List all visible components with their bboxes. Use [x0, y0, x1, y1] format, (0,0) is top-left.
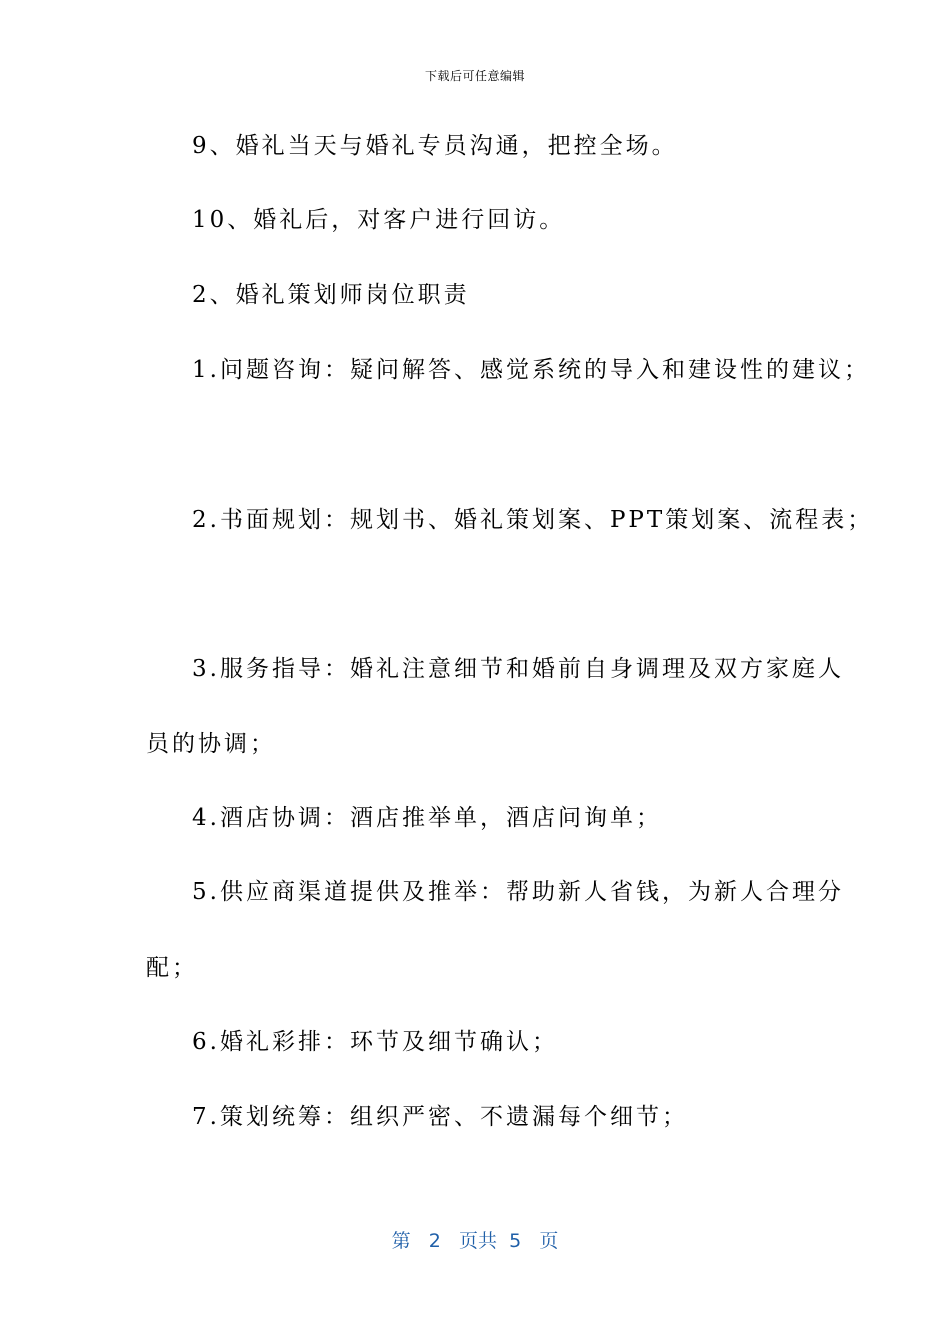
paragraph-line: 1.问题咨询：疑问解答、感觉系统的导入和建设性的建议；	[192, 357, 870, 383]
paragraph-line: 7.策划统筹：组织严密、不遗漏每个细节；	[192, 1104, 688, 1130]
section-heading: 2、婚礼策划师岗位职责	[192, 282, 470, 308]
page-footer	[0, 1226, 950, 1253]
paragraph-line: 4.酒店协调：酒店推举单，酒店问询单；	[192, 805, 662, 831]
paragraph-line-continuation: 配；	[146, 955, 198, 981]
paragraph-line-continuation: 员的协调；	[146, 731, 276, 757]
paragraph-line: 3.服务指导：婚礼注意细节和婚前自身调理及双方家庭人	[192, 656, 844, 682]
paragraph-line: 6.婚礼彩排：环节及细节确认；	[192, 1029, 558, 1055]
header-note: 下载后可任意编辑	[424, 69, 525, 83]
total-pages-number: 5	[509, 1230, 522, 1252]
paragraph-line: 9、婚礼当天与婚礼专员沟通，把控全场。	[192, 133, 678, 159]
page-label-prefix: 第	[391, 1230, 411, 1252]
page-label-mid: 页共	[459, 1230, 498, 1252]
current-page-number: 2	[428, 1230, 441, 1252]
paragraph-line: 10、婚礼后，对客户进行回访。	[192, 207, 566, 233]
page-label-suffix: 页	[539, 1230, 559, 1252]
paragraph-line: 5.供应商渠道提供及推举：帮助新人省钱，为新人合理分	[192, 879, 844, 905]
paragraph-line: 2.书面规划：规划书、婚礼策划案、PPT策划案、流程表；	[192, 507, 874, 533]
